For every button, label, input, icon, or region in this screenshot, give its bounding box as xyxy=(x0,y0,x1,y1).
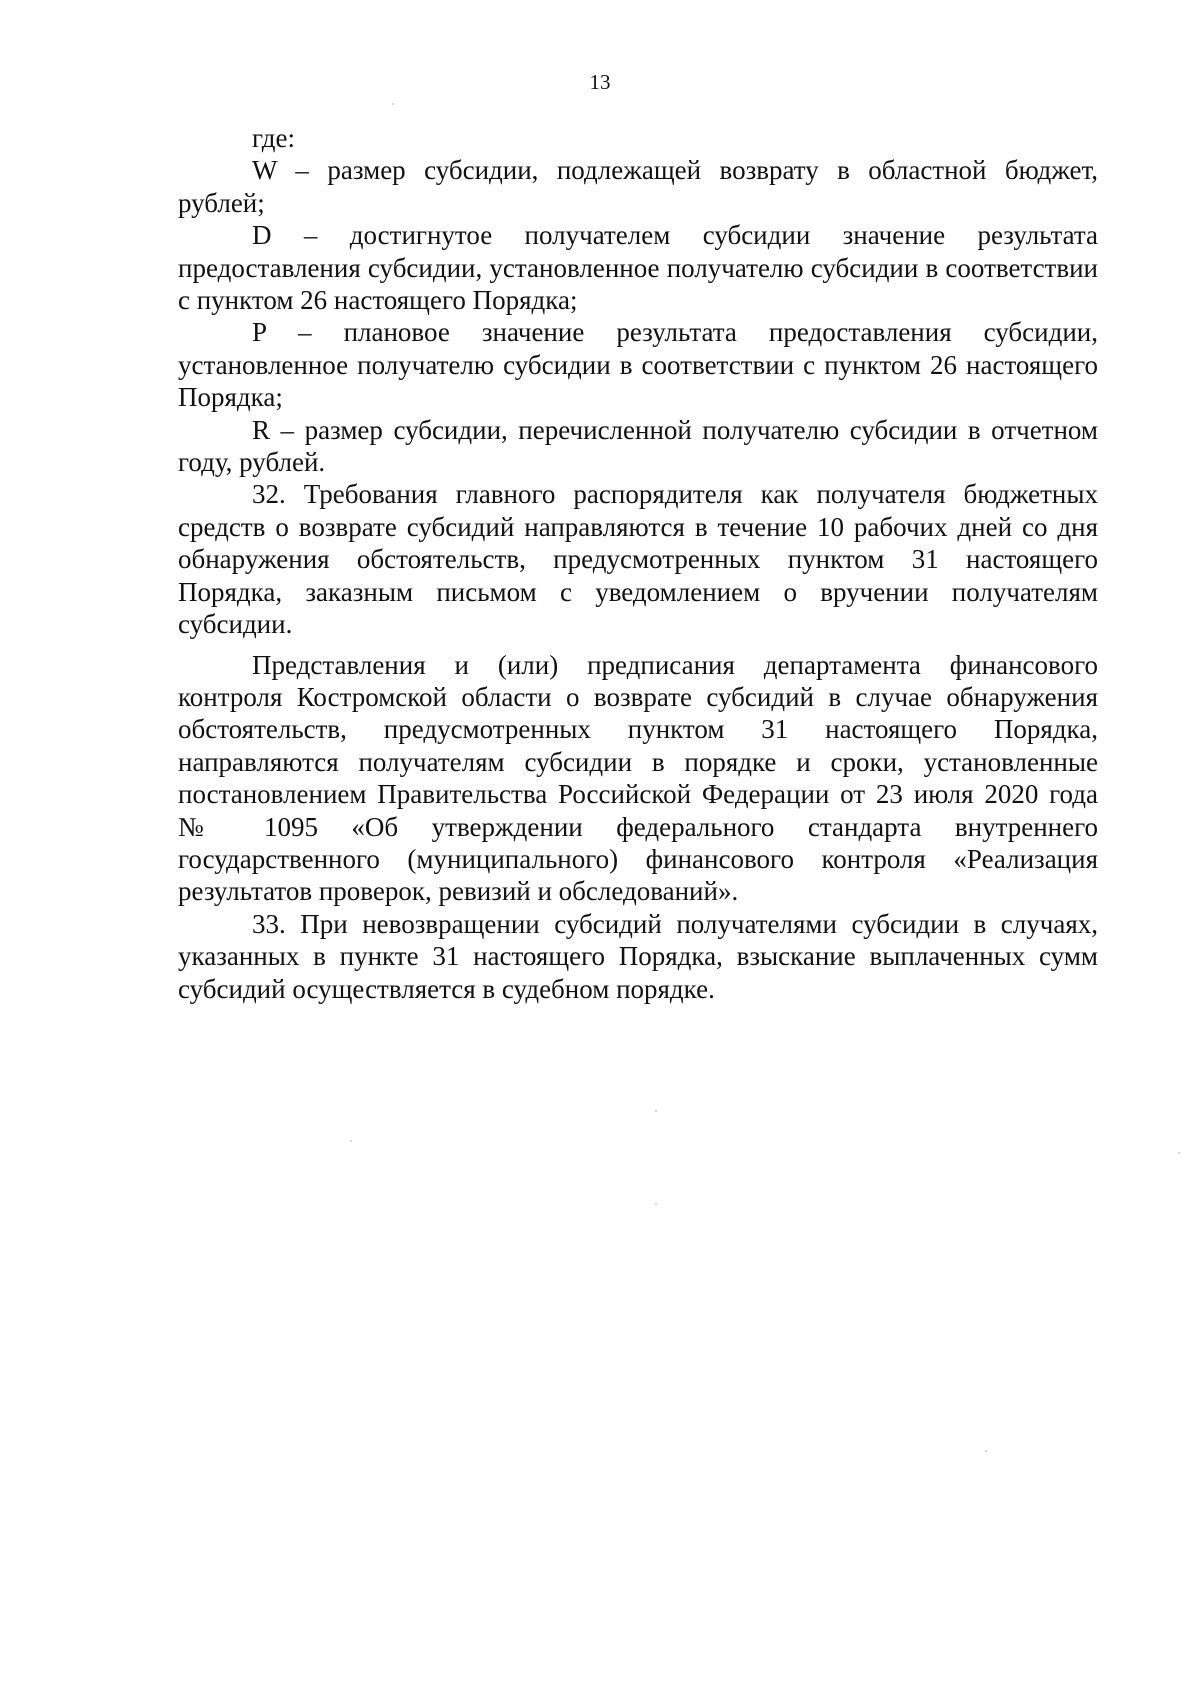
paragraph-definition-p: P – плановое значение результата предоставления субсидии, установленное получателю субсидии в соответствии с пунктом 26 настоящего Порядка; xyxy=(178,317,1098,413)
scan-speck xyxy=(1178,1152,1180,1154)
paragraph-where: где: xyxy=(252,123,295,153)
paragraph-definition-d: D – достигнутое получателем субсидии значение результата предоставления субсидии, установленное получателю субсидии в соответствии с пунктом 26 настоящего Порядка; xyxy=(178,220,1098,316)
paragraph-definition-w: W – размер субсидии, подлежащей возврату в областной бюджет, рублей; xyxy=(178,155,1098,218)
scan-speck xyxy=(985,1450,987,1452)
paragraph-item-32: 32. Требования главного распорядителя как получателя бюджетных средств о возврате субсидий направляются в течение 10 рабочих дней со дня обнаружения обстоятельств, предусмотренных пунктом 31 настоящего Порядка, заказным письмом с уведомлением о вручении получателям субсидии. xyxy=(178,479,1098,640)
document-body xyxy=(178,122,1098,1005)
paragraph-item-32-representations: Представления и (или) предписания департамента финансового контроля Костромской области о возврате субсидий в случае обнаружения обстоятельств, предусмотренных пунктом 31 настоящего Порядка, направляются получателям субсидии в порядке и сроки, установленные постановлением Правительства Российской Федерации от 23 июля 2020 года № 1095 «Об утверждении федерального стандарта внутреннего государственного (муниципального) финансового контроля «Реализация результатов проверок, ревизий и обследований». xyxy=(178,649,1098,907)
page-number: 13 xyxy=(589,70,611,94)
paragraph-item-33: 33. При невозвращении субсидий получателями субсидии в случаях, указанных в пункте 31 настоящего Порядка, взыскание выплаченных сумм субсидий осуществляется в судебном порядке. xyxy=(178,908,1098,1004)
scan-speck xyxy=(655,1203,657,1205)
scan-speck xyxy=(392,103,394,105)
scan-speck xyxy=(655,1110,657,1112)
scan-speck xyxy=(350,1140,352,1142)
paragraph-definition-r: R – размер субсидии, перечисленной получателю субсидии в отчетном году, рублей. xyxy=(178,414,1098,478)
